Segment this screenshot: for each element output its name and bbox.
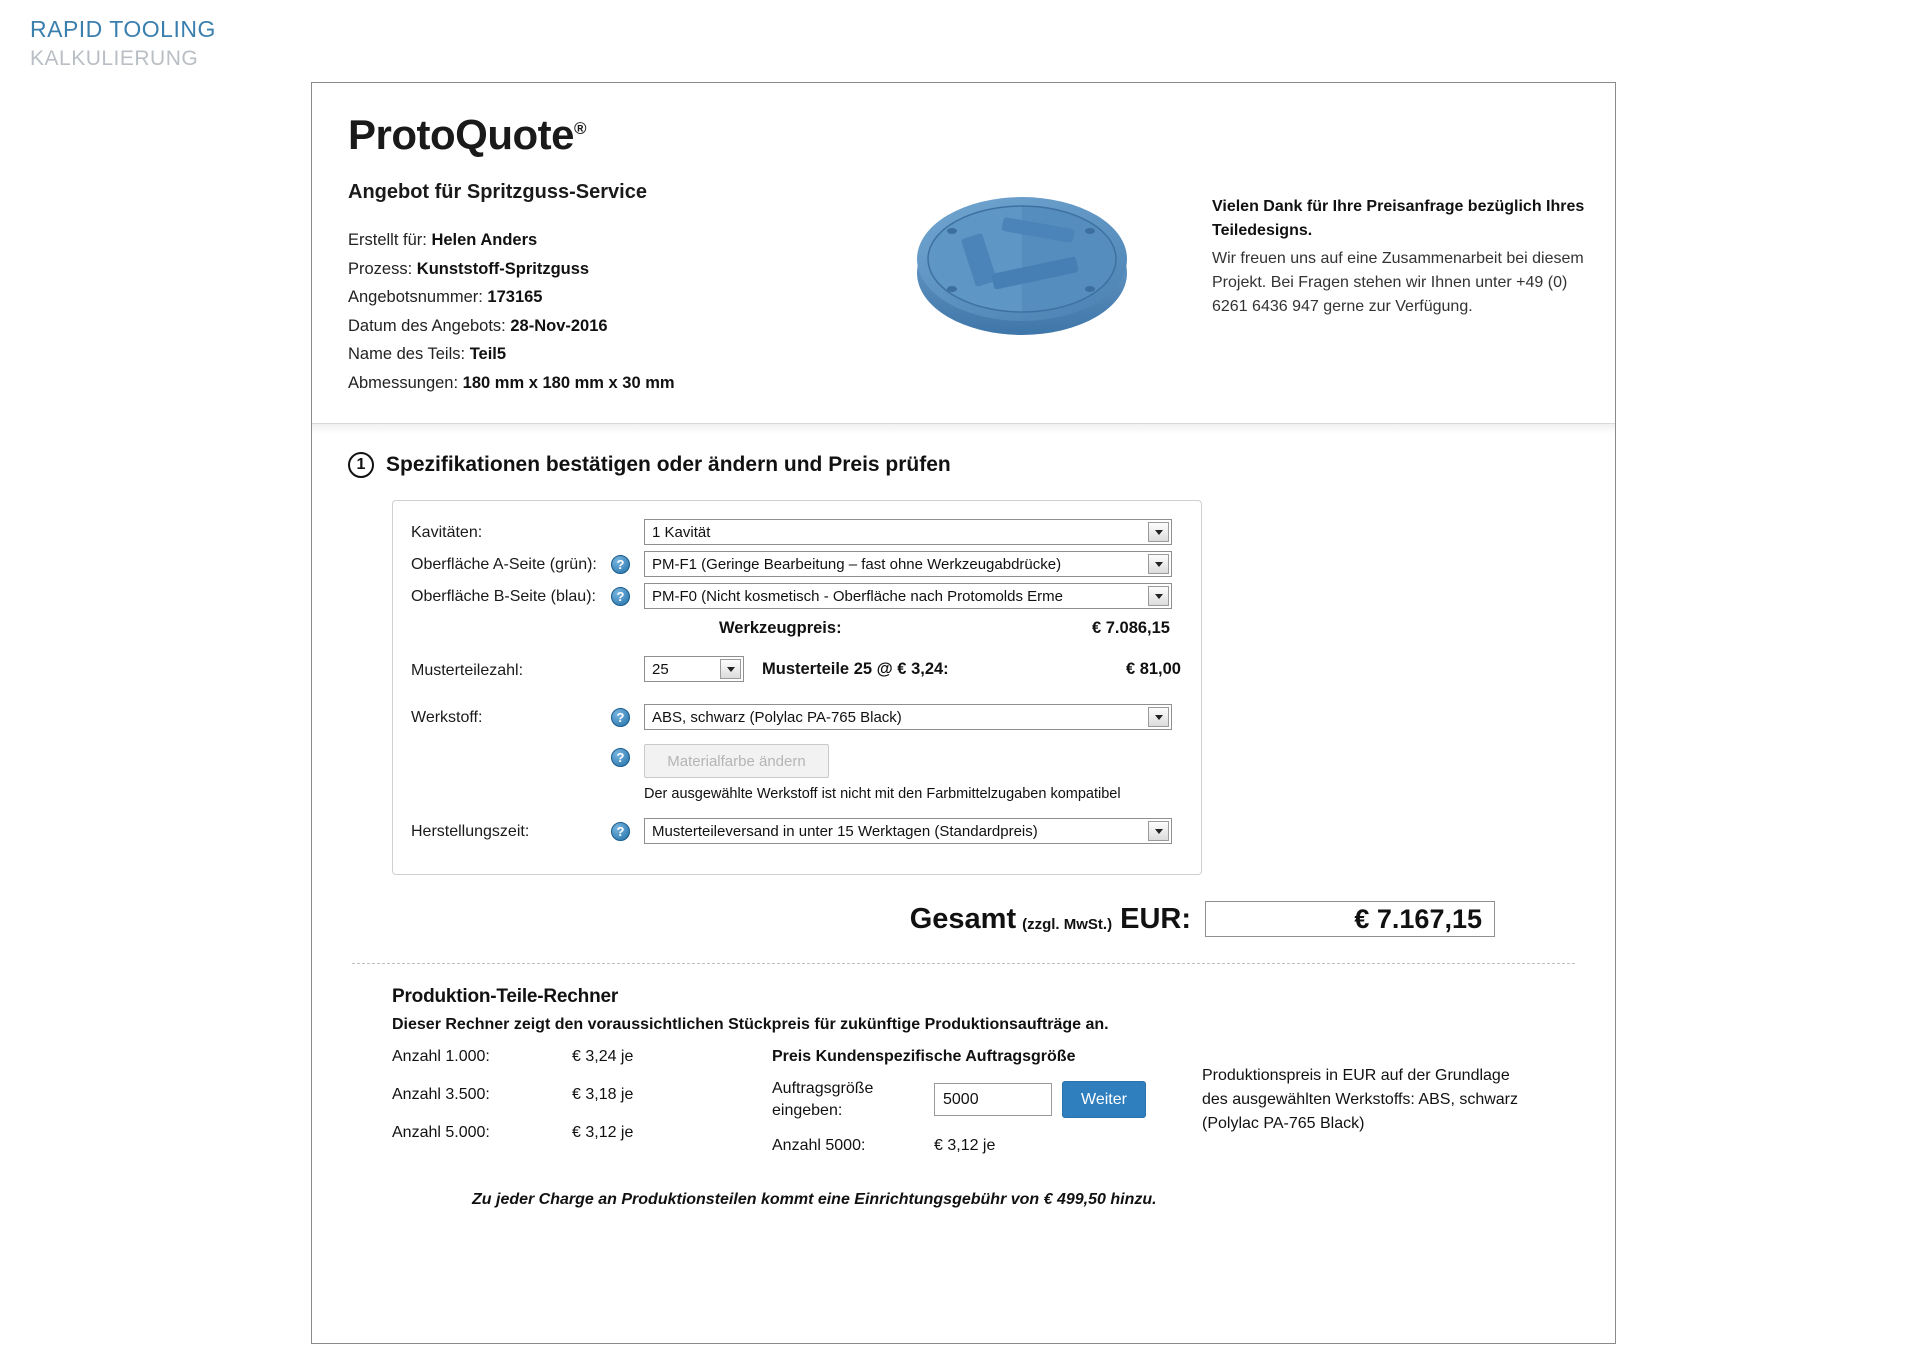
specifications-panel	[392, 500, 1202, 875]
custom-order-input-label: Auftragsgröße eingeben:	[772, 1080, 874, 1119]
help-icon[interactable]: ?	[611, 748, 630, 767]
tool-price-value: € 7.086,15	[1092, 619, 1170, 637]
row-material-color	[411, 744, 1183, 778]
quantity-price-list	[392, 1048, 772, 1162]
meta-value: 180 mm x 180 mm x 30 mm	[462, 373, 675, 392]
brand-line-2: KALKULIERUNG	[30, 47, 199, 71]
material-label: Werkstoff:	[411, 709, 483, 726]
chevron-down-icon[interactable]	[1148, 821, 1169, 841]
total-value-box: € 7.167,15	[1205, 901, 1495, 937]
help-icon[interactable]: ?	[611, 822, 630, 841]
surface-a-select[interactable]	[644, 551, 1172, 577]
list-item	[392, 1086, 772, 1104]
order-size-input[interactable]: 5000	[934, 1083, 1052, 1116]
quote-subtitle: Angebot für Spritzguss-Service	[348, 181, 647, 203]
material-compatibility-note: Der ausgewählte Werkstoff ist nicht mit den Farbmittelzugaben kompatibel	[644, 786, 1121, 802]
production-price-note: Produktionspreis in EUR auf der Grundlage des ausgewählten Werkstoffs: ABS, schwarz (Polylac PA-765 Black)	[1202, 1067, 1519, 1132]
sample-price-value: € 81,00	[1125, 659, 1181, 678]
quote-header	[312, 83, 1615, 423]
help-icon[interactable]: ?	[611, 708, 630, 727]
cavities-select-value: 1 Kavität	[652, 523, 711, 541]
sample-count-label: Musterteilezahl:	[411, 661, 524, 679]
lead-time-select-value: Musterteileversand in unter 15 Werktagen (Standardpreis)	[652, 822, 1038, 840]
quote-sheet	[311, 82, 1616, 1344]
meta-row	[348, 369, 1579, 398]
row-lead-time	[411, 818, 1183, 844]
material-color-label-spacer	[411, 744, 611, 748]
help-icon[interactable]: ?	[611, 555, 630, 574]
cavities-label: Kavitäten:	[411, 524, 483, 541]
meta-value: 28-Nov-2016	[510, 316, 608, 335]
row-cavities	[411, 519, 1183, 545]
total-row	[312, 901, 1495, 937]
calculator-title: Produktion-Teile-Rechner	[392, 986, 619, 1007]
tool-price-label: Werkzeugpreis:	[719, 619, 842, 637]
meta-value: Kunststoff-Spritzguss	[416, 259, 590, 278]
logo-text: ProtoQuote	[348, 111, 574, 158]
meta-label: Name des Teils:	[348, 345, 466, 364]
chevron-down-icon[interactable]	[1148, 707, 1169, 727]
row-material	[411, 704, 1183, 730]
calculator-subtitle: Dieser Rechner zeigt den voraussichtlichen Stückpreis für zukünftige Produktionsaufträge an.	[392, 1016, 1109, 1033]
list-item	[392, 1124, 772, 1142]
part-preview-image	[872, 161, 1172, 356]
meta-label: Erstellt für:	[348, 231, 427, 249]
step-1-title: Spezifikationen bestätigen oder ändern und Preis prüfen	[386, 453, 951, 476]
custom-result-label: Anzahl 5000:	[772, 1137, 866, 1155]
step-1-number: 1	[348, 452, 374, 478]
surface-a-label: Oberfläche A-Seite (grün):	[411, 556, 597, 573]
brand-watermark	[30, 14, 216, 73]
continue-button[interactable]: Weiter	[1062, 1081, 1146, 1118]
total-vat-note: (zzgl. MwSt.)	[1022, 916, 1113, 933]
sample-price-label: Musterteile 25 @ € 3,24:	[762, 659, 949, 678]
surface-b-select[interactable]	[644, 583, 1172, 609]
chevron-down-icon[interactable]	[720, 659, 741, 679]
meta-label: Prozess:	[348, 259, 413, 278]
total-label: Gesamt	[909, 902, 1017, 935]
quantity-label: Anzahl 3.500:	[392, 1086, 490, 1103]
help-icon[interactable]: ?	[611, 587, 630, 606]
registered-mark: ®	[573, 119, 587, 138]
quantity-price: € 3,24 je	[572, 1048, 634, 1065]
page-title	[348, 111, 1579, 159]
material-select-value: ABS, schwarz (Polylac PA-765 Black)	[652, 708, 902, 726]
meta-label: Angebotsnummer:	[348, 288, 483, 307]
lead-time-select[interactable]	[644, 818, 1172, 844]
meta-value: 173165	[487, 288, 543, 307]
surface-b-select-value: PM-F0 (Nicht kosmetisch - Oberfläche nach Protomolds Erme	[652, 587, 1063, 605]
row-sample-count	[411, 656, 1183, 682]
row-surface-b	[411, 583, 1183, 609]
thank-you-headline: Vielen Dank für Ihre Preisanfrage bezüglich Ihres Teiledesigns.	[1212, 198, 1585, 239]
list-item	[392, 1048, 772, 1066]
brand-line-1: RAPID TOOLING	[30, 16, 216, 42]
custom-order-size-section	[772, 1048, 1192, 1162]
custom-order-title: Preis Kundenspezifische Auftragsgröße	[772, 1048, 1076, 1065]
custom-result-price: € 3,12 je	[934, 1137, 996, 1155]
custom-order-result	[772, 1137, 1192, 1155]
quantity-label: Anzahl 5.000:	[392, 1124, 490, 1141]
sample-count-select[interactable]	[644, 656, 744, 682]
tool-price-row	[644, 619, 1172, 638]
quantity-price: € 3,12 je	[572, 1124, 634, 1141]
step-1-header	[312, 434, 1615, 478]
chevron-down-icon[interactable]	[1148, 554, 1169, 574]
meta-label: Abmessungen:	[348, 373, 459, 392]
cavities-select[interactable]	[644, 519, 1172, 545]
sample-count-select-value: 25	[652, 660, 669, 678]
meta-value: Teil5	[469, 345, 507, 364]
production-parts-calculator	[312, 964, 1615, 1211]
change-material-color-button[interactable]: Materialfarbe ändern	[644, 744, 829, 778]
custom-order-input-row	[772, 1078, 1192, 1121]
meta-label: Datum des Angebots:	[348, 316, 506, 335]
thank-you-note	[1212, 195, 1592, 319]
sample-price-row	[762, 660, 1183, 679]
setup-fee-footnote: Zu jeder Charge an Produktionsteilen kommt eine Einrichtungsgebühr von € 499,50 hinzu.	[472, 1191, 1157, 1208]
meta-value: Helen Anders	[431, 231, 538, 249]
surface-a-select-value: PM-F1 (Geringe Bearbeitung – fast ohne Werkzeugabdrücke)	[652, 555, 1062, 573]
chevron-down-icon[interactable]	[1148, 586, 1169, 606]
thank-you-body: Wir freuen uns auf eine Zusammenarbeit bei diesem Projekt. Bei Fragen stehen wir Ihnen unter +49 (0) 6261 6436 947 gerne zur Verfügung.	[1212, 250, 1584, 315]
header-divider	[312, 423, 1615, 434]
chevron-down-icon[interactable]	[1148, 522, 1169, 542]
quantity-label: Anzahl 1.000:	[392, 1048, 490, 1065]
lead-time-label: Herstellungszeit:	[411, 823, 530, 840]
total-currency: EUR:	[1120, 902, 1191, 935]
surface-b-label: Oberfläche B-Seite (blau):	[411, 588, 596, 605]
row-surface-a	[411, 551, 1183, 577]
quantity-price: € 3,18 je	[572, 1086, 634, 1103]
material-select[interactable]	[644, 704, 1172, 730]
